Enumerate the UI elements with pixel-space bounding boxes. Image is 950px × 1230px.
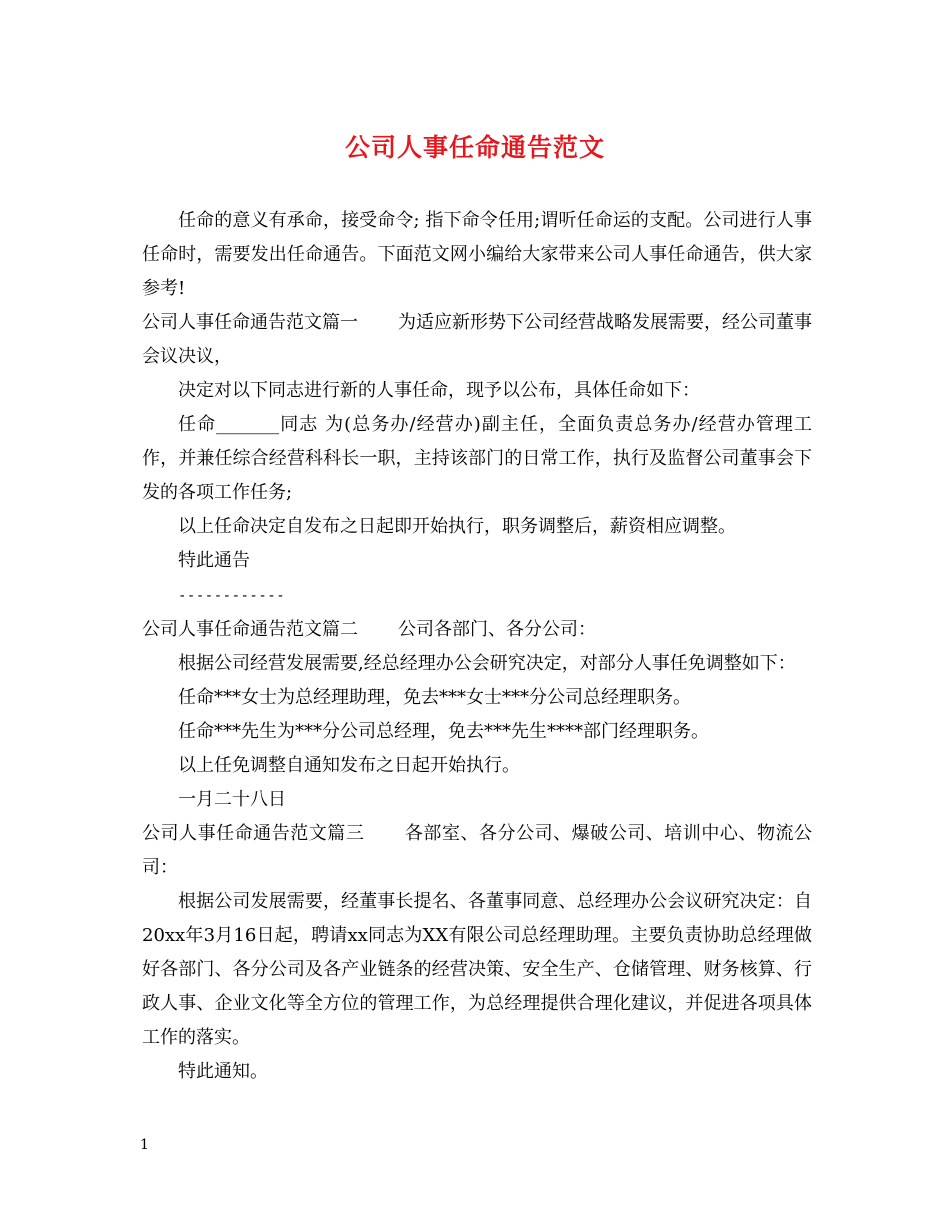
- section-1-lead: 为适应新形势下公司经营战略发展需要，经公司董事会议决议，: [142, 312, 812, 367]
- section-1-paragraph: 任命_______同志 为(总务办/经营办)副主任，全面负责总务办/经营办管理工作，并兼任综合经营科科长一职，主持该部门的日常工作，执行及监督公司董事会下发的各项工作任务;: [142, 414, 812, 503]
- divider-dashes: ------------: [178, 588, 286, 604]
- section-divider: [142, 578, 812, 613]
- section-2-paragraph: 任命***先生为***分公司总经理，免去***先生****部门经理职务。: [178, 721, 709, 742]
- section-1-paragraph: 决定对以下同志进行新的人事任命，现予以公布，具体任命如下：: [178, 380, 700, 401]
- section-1-heading-line: [142, 306, 812, 374]
- section-3-heading: 公司人事任命通告范文篇三: [142, 823, 365, 844]
- page-number: 1: [140, 1137, 149, 1153]
- document-title: 公司人事任命通告范文: [344, 133, 605, 162]
- section-2-paragraph: 根据公司经营发展需要,经总经理办公会研究决定，对部分人事任免调整如下：: [178, 653, 796, 674]
- section-3-heading-line: [142, 817, 812, 885]
- section-2-heading: 公司人事任命通告范文篇二: [142, 619, 358, 640]
- section-2-heading-line: [142, 613, 812, 647]
- document-body: [142, 204, 812, 1089]
- section-3-lead: 各部室、各分公司、爆破公司、培训中心、物流公司：: [142, 823, 813, 878]
- section-1-heading: 公司人事任命通告范文篇一: [142, 312, 358, 333]
- section-1-closing: 特此通告: [178, 550, 250, 571]
- intro-paragraph: 任命的意义有承命，接受命令; 指下命令任用;谓听任命运的支配。公司进行人事任命时，需要发出任命通告。下面范文网小编给大家带来公司人事任命通告，供大家参考!: [142, 210, 812, 299]
- section-2-paragraph: 任命***女士为总经理助理，免去***女士***分公司总经理职务。: [178, 687, 691, 708]
- section-1-paragraph: 以上任命决定自发布之日起即开始执行，职务调整后，薪资相应调整。: [178, 516, 736, 537]
- section-2-lead: 公司各部门、各分公司：: [398, 619, 596, 640]
- section-3-paragraph: 根据公司发展需要，经董事长提名、各董事同意、总经理办公会议研究决定：自20xx年3月16日起，聘请xx同志为XX有限公司总经理助理。主要负责协助总经理做好各部门、各分公司及各产业链条的经营决策、安全生产、仓储管理、财务核算、行政人事、企业文化等全方位的管理工作，为总经理提供合理化建议，并促进各项具体工作的落实。: [142, 891, 812, 1048]
- section-3-closing: 特此通知。: [178, 1061, 268, 1082]
- section-2-paragraph: 以上任免调整自通知发布之日起开始执行。: [178, 755, 520, 776]
- section-2-date: 一月二十八日: [178, 789, 286, 810]
